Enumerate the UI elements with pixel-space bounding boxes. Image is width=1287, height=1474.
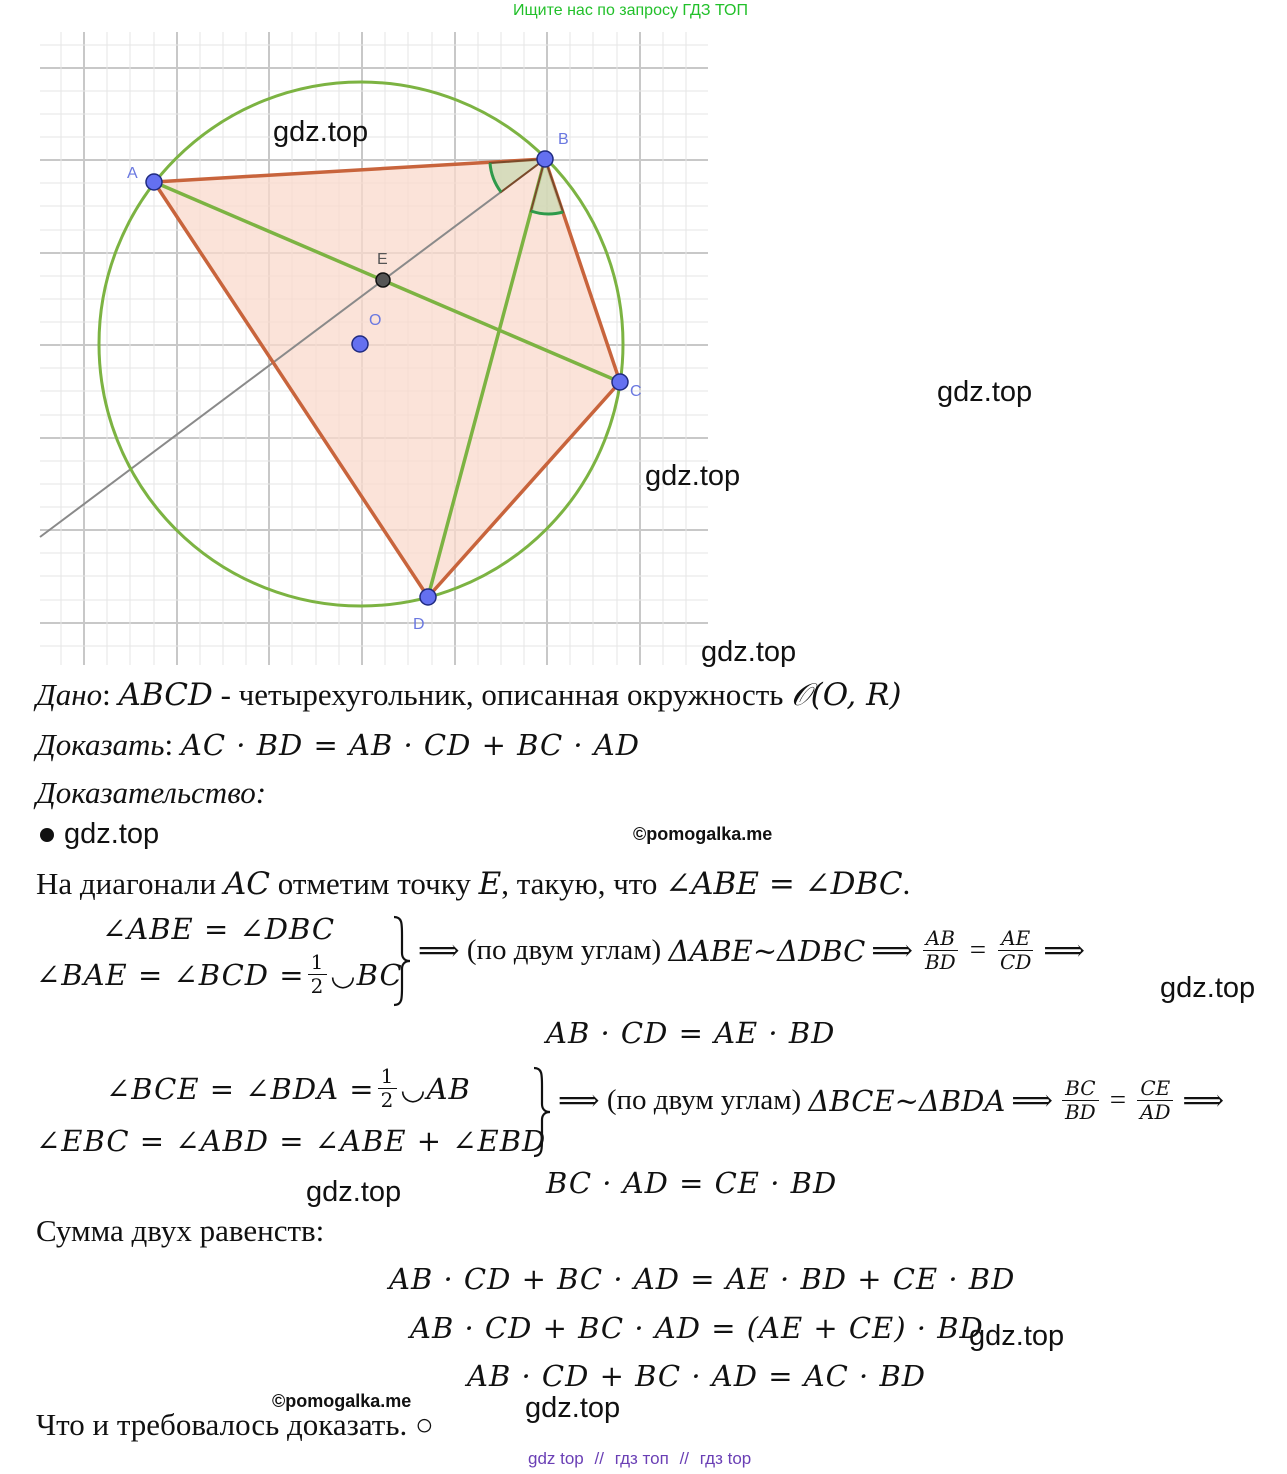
copyright-1: ©pomogalka.me xyxy=(633,824,773,844)
watermark-8: gdz.top xyxy=(525,1392,621,1424)
sys2-half-num: 1 xyxy=(378,1066,398,1089)
sys1-eq: = xyxy=(969,934,987,966)
point-e xyxy=(376,273,390,287)
sys2-frac1-den: BD xyxy=(1064,1100,1096,1124)
sys1-brace xyxy=(392,915,412,1007)
footer-link-gdz-top-ru[interactable]: гдз топ xyxy=(614,1449,669,1468)
prove-formula: AC · BD = AB · CD + BC · AD xyxy=(180,728,640,762)
sys2-arrow-1: ⟹ xyxy=(558,1085,600,1117)
given-label: Дано xyxy=(36,677,103,712)
footer-link-gdz-top[interactable]: gdz top xyxy=(528,1449,584,1468)
sys2-half xyxy=(378,1066,398,1111)
watermark-6: gdz.top xyxy=(306,1176,402,1208)
sys1-result: AB · CD = AE · BD xyxy=(546,1016,836,1050)
footer-links xyxy=(528,1449,751,1469)
given-circle: 𝒪(O, R) xyxy=(791,677,902,713)
sys1-half xyxy=(308,952,328,997)
sys1-reason: (по двум углам) xyxy=(459,934,669,966)
sys1-frac1 xyxy=(922,928,959,973)
sys1-half-num: 1 xyxy=(308,952,328,975)
step1-line xyxy=(36,866,910,902)
label-d: D xyxy=(413,616,425,633)
sys1-line2-pre: ∠BAE = ∠BCD = xyxy=(36,957,305,992)
step1-post: , такую, что xyxy=(501,866,666,901)
sys1-half-den: 2 xyxy=(310,974,325,998)
sum-line-2: AB · CD + BC · AD = (AE + CE) · BD xyxy=(410,1311,984,1345)
footer-link-gdz-top-mixed[interactable]: гдз top xyxy=(699,1449,752,1468)
sys2-line1-post: ◡AB xyxy=(400,1071,471,1106)
sys2-frac2-num: CE xyxy=(1137,1078,1173,1101)
step1-mid: отметим точку xyxy=(270,866,479,901)
sys1-arrow-2: ⟹ xyxy=(871,935,913,967)
sys1-line1: ∠ABE = ∠DBC xyxy=(102,912,336,946)
sys1-line2 xyxy=(36,952,403,997)
point-c xyxy=(612,374,628,390)
watermark-1: gdz.top xyxy=(273,116,369,148)
step1-dot: . xyxy=(902,866,911,901)
sys2-frac2 xyxy=(1137,1078,1173,1123)
sys2-eq: = xyxy=(1109,1084,1127,1116)
sys2-arrow-2: ⟹ xyxy=(1011,1085,1053,1117)
conclusion: Что и требовалось доказать. ○ xyxy=(36,1407,434,1442)
sys1-frac2-num: AE xyxy=(998,928,1033,951)
sys2-similar: ΔBCE~ΔBDA xyxy=(808,1083,1006,1118)
prove-line: Доказать: AC · BD = AB · CD + BC · AD xyxy=(36,727,640,762)
sum-label: Сумма двух равенств: xyxy=(36,1213,325,1248)
sys2-reason: (по двум углам) xyxy=(599,1084,809,1116)
step1-angles: ∠ABE = ∠DBC xyxy=(665,866,903,902)
sys2-frac1-num: BC xyxy=(1062,1078,1098,1101)
sys2-line1 xyxy=(106,1066,471,1111)
label-b: B xyxy=(558,131,569,148)
sys1-line2-post: ◡BC xyxy=(330,957,403,992)
sys2-frac1 xyxy=(1062,1078,1099,1123)
point-a xyxy=(146,174,162,190)
watermark-2: gdz.top xyxy=(937,376,1033,408)
quadrilateral-fill xyxy=(154,159,620,597)
sys2-brace xyxy=(532,1066,552,1158)
watermark-5: gdz.top xyxy=(1160,972,1256,1004)
watermark-7: gdz.top xyxy=(969,1320,1065,1352)
sys1-arrow-1: ⟹ xyxy=(418,935,460,967)
sys2-arrow-3: ⟹ xyxy=(1182,1085,1225,1117)
sys2-line1-pre: ∠BCE = ∠BDA = xyxy=(106,1071,375,1106)
sys1-frac2 xyxy=(997,928,1034,973)
top-banner[interactable]: Ищите нас по запросу ГДЗ ТОП xyxy=(513,2,748,19)
label-c: C xyxy=(630,383,642,400)
sys2-line2: ∠EBC = ∠ABD = ∠ABE + ∠EBD xyxy=(36,1124,547,1158)
sys1-frac1-num: AB xyxy=(923,928,958,951)
sys1-similar: ΔABE~ΔDBC xyxy=(668,933,866,968)
step1-e: E xyxy=(478,866,502,902)
footer-sep-1: // xyxy=(594,1449,604,1468)
point-b xyxy=(537,151,553,167)
sys1-arrow-3: ⟹ xyxy=(1043,935,1085,967)
bullet-line xyxy=(40,818,159,851)
prove-label: Доказать xyxy=(36,727,165,762)
proof-label: Доказательство: xyxy=(36,775,267,810)
watermark-4: gdz.top xyxy=(701,636,797,668)
step1-pre: На диагонали xyxy=(36,866,224,901)
point-o xyxy=(352,336,368,352)
footer-sep-2: // xyxy=(679,1449,690,1468)
label-e: E xyxy=(377,251,388,268)
watermark-3: gdz.top xyxy=(645,460,741,492)
sum-line-1: AB · CD + BC · AD = AE · BD + CE · BD xyxy=(389,1262,1016,1296)
given-text: - четырехугольник, описанная окружность xyxy=(212,677,792,712)
label-o: O xyxy=(369,312,382,329)
label-a: A xyxy=(127,165,138,182)
sys1-implication xyxy=(418,928,1085,973)
given-figure: ABCD xyxy=(118,677,213,713)
sys1-frac1-den: BD xyxy=(924,950,956,974)
given-line: Дано: ABCD - четырехугольник, описанная окружность 𝒪(O, R) xyxy=(36,677,902,713)
sys1-frac2-den: CD xyxy=(1000,950,1032,974)
sum-line-3: AB · CD + BC · AD = AC · BD xyxy=(467,1359,927,1393)
bullet-text: gdz.top xyxy=(64,818,160,850)
sys2-result: BC · AD = CE · BD xyxy=(546,1166,838,1200)
bullet-dot xyxy=(40,828,54,842)
point-d xyxy=(420,589,436,605)
sys2-half-den: 2 xyxy=(380,1088,395,1112)
sys2-implication xyxy=(558,1078,1224,1123)
sys2-frac2-den: AD xyxy=(1140,1100,1171,1124)
copyright-2: ©pomogalka.me xyxy=(272,1391,412,1411)
step1-ac: AC xyxy=(223,866,271,902)
